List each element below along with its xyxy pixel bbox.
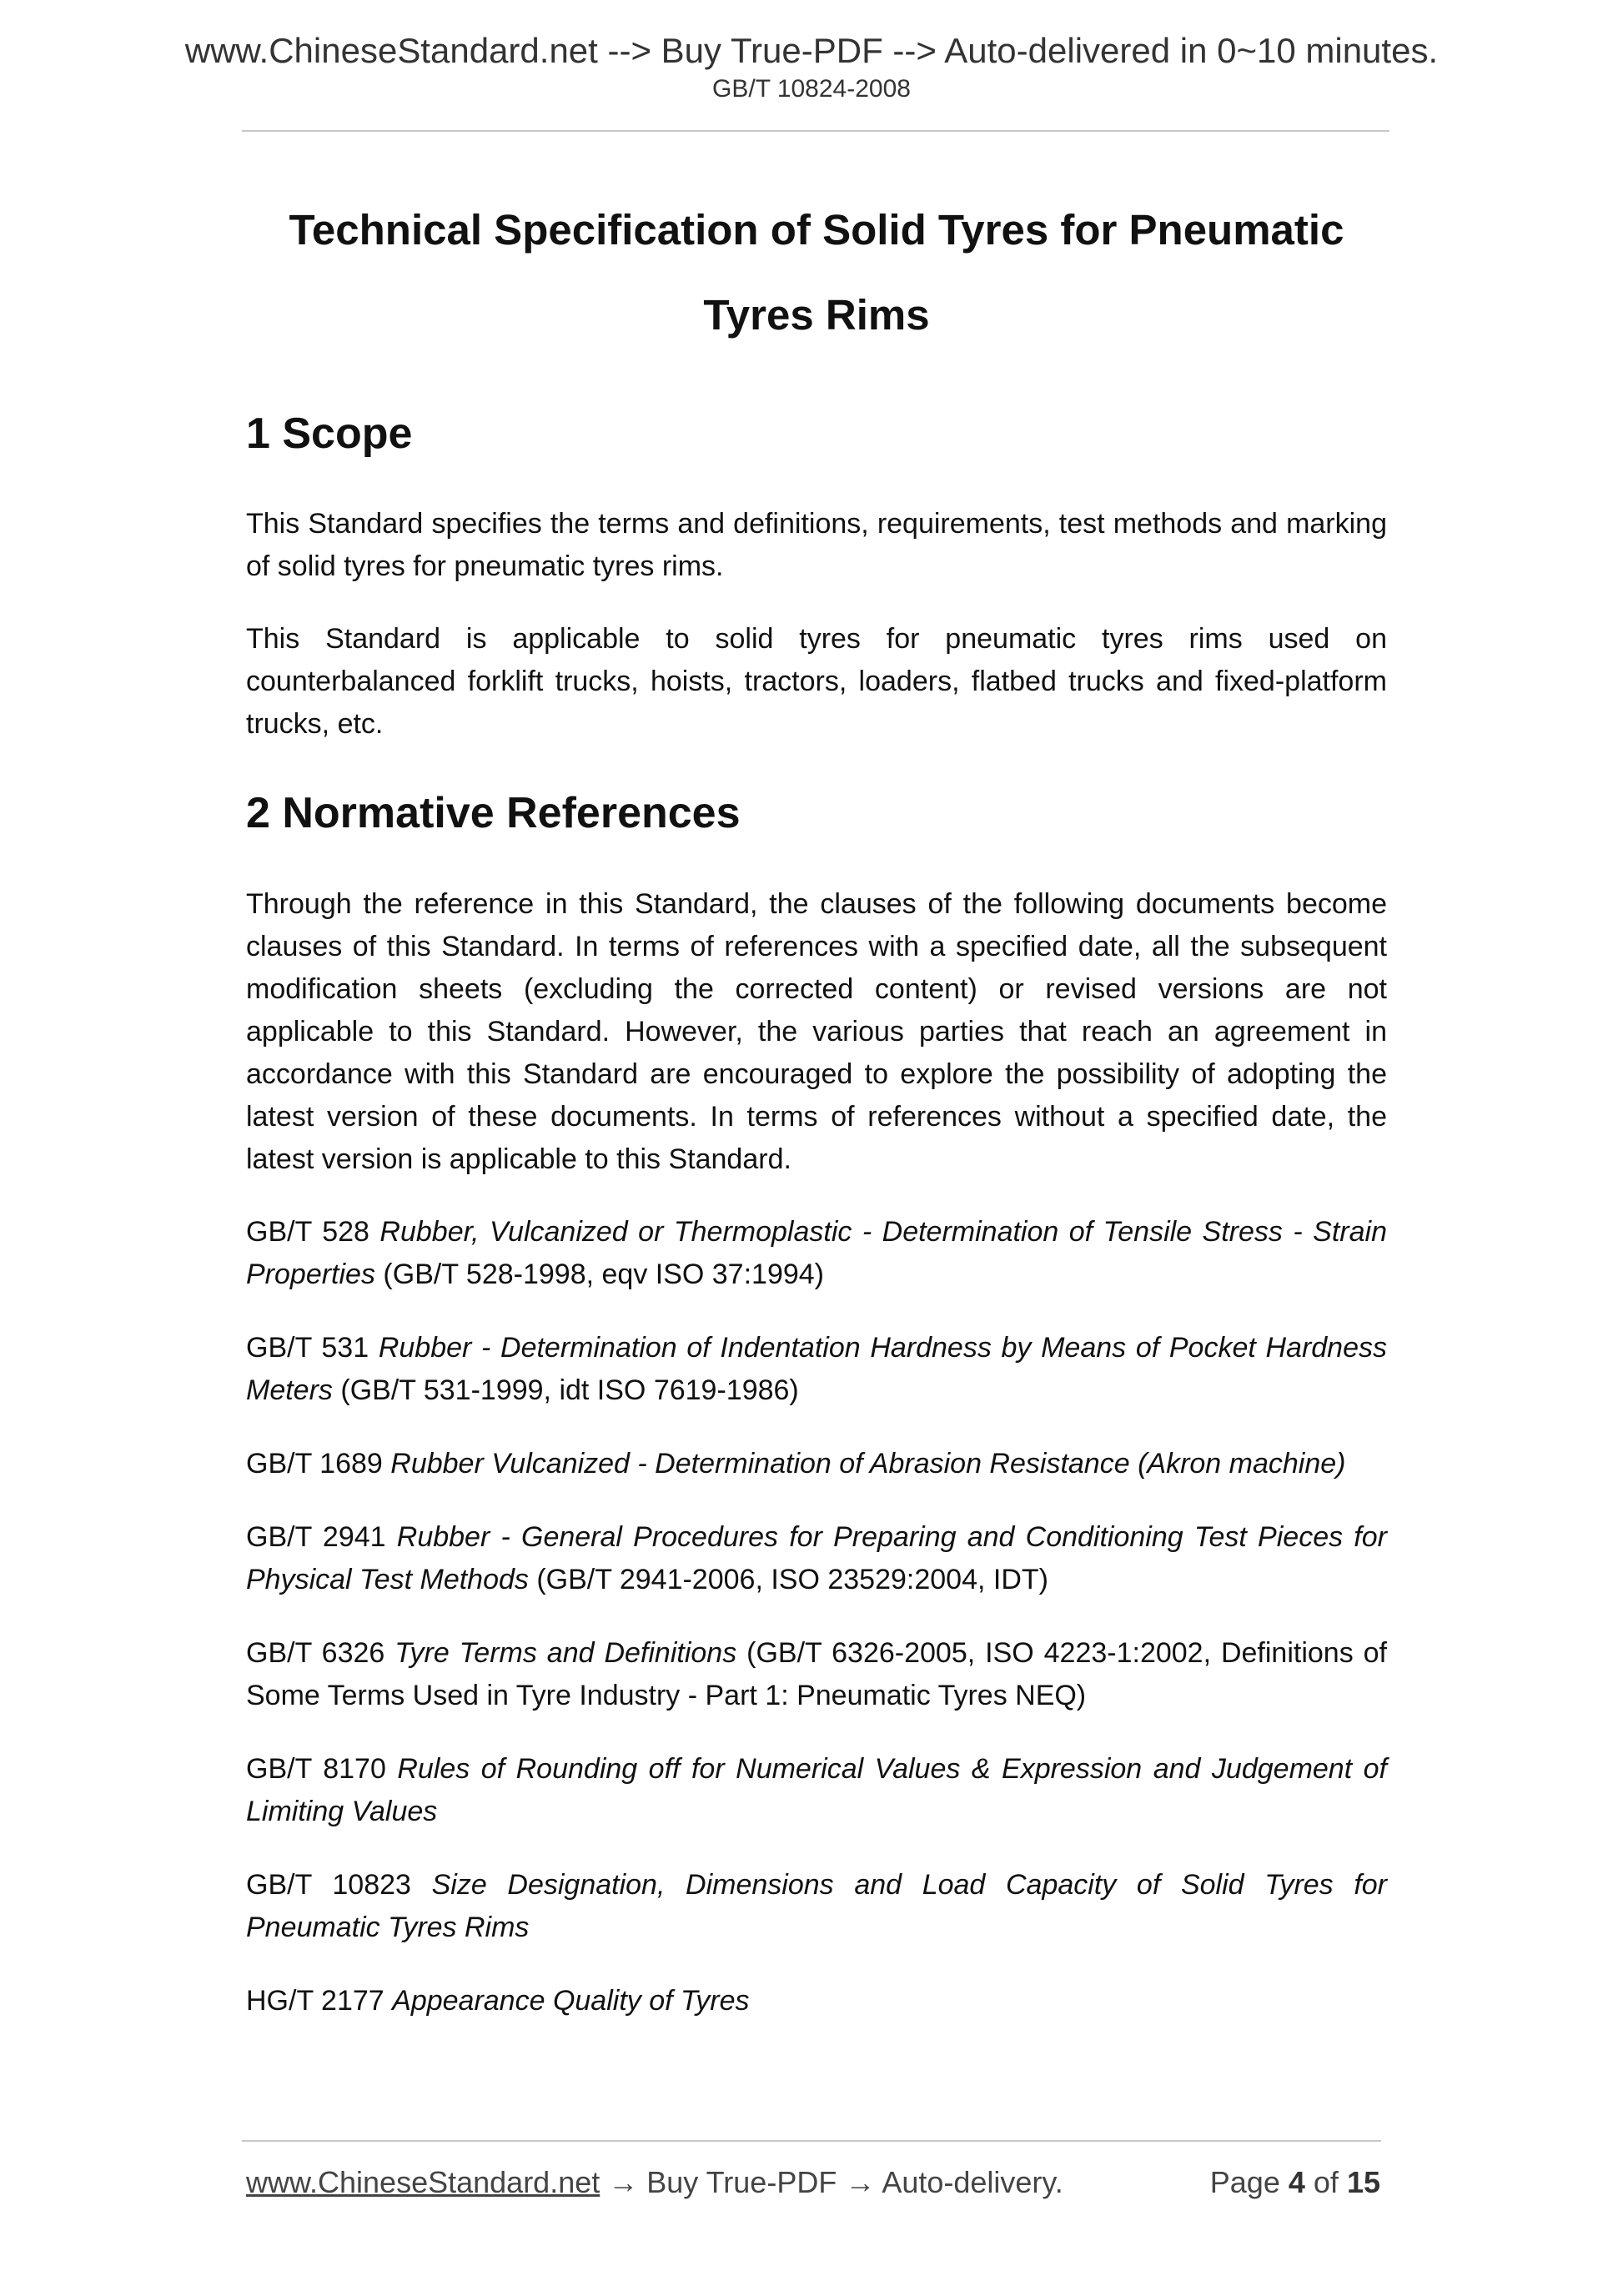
section-heading-normative-references: 2 Normative References — [246, 789, 741, 838]
reference-code: GB/T 531 — [246, 1331, 369, 1364]
reference-item — [246, 1864, 1387, 1949]
page-total: 15 — [1346, 2165, 1380, 2199]
document-title-line-1: Technical Specification of Solid Tyres for Pneumatic — [289, 206, 1344, 254]
document-title-line-2: Tyres Rims — [703, 291, 930, 339]
reference-title: Tyre Terms and Definitions — [394, 1636, 737, 1669]
reference-code: GB/T 1689 — [246, 1447, 383, 1480]
reference-item — [246, 1327, 1387, 1412]
reference-item — [246, 1980, 1387, 2022]
reference-item — [246, 1211, 1387, 1296]
footer-tagline: → Buy True-PDF → Auto-delivery. — [600, 2165, 1063, 2199]
reference-note: (GB/T 6326-2005, ISO 4223-1:2002, Definitions of Some Terms Used in Tyre Industry - Part 1: Pneumatic Tyres NEQ) — [246, 1636, 1387, 1711]
reference-title: Rubber - Determination of Indentation Hardness by Means of Pocket Hardness Meters — [246, 1331, 1387, 1406]
section-heading-scope: 1 Scope — [246, 409, 413, 458]
reference-code: GB/T 528 — [246, 1215, 369, 1248]
footer-left — [246, 2163, 1063, 2203]
reference-title: Appearance Quality of Tyres — [392, 1984, 750, 2017]
reference-code: GB/T 6326 — [246, 1636, 385, 1669]
reference-note: (GB/T 531-1999, idt ISO 7619-1986) — [340, 1374, 799, 1406]
footer-divider — [242, 2140, 1381, 2142]
reference-title: Rubber - General Procedures for Preparing and Conditioning Test Pieces for Physical Test Methods — [246, 1520, 1387, 1595]
reference-note: (GB/T 2941-2006, ISO 23529:2004, IDT) — [536, 1563, 1048, 1595]
page-number: 4 — [1288, 2165, 1305, 2199]
site-banner: www.ChineseStandard.net --> Buy True-PDF --> Auto-delivered in 0~10 minutes. — [184, 31, 1439, 70]
of-word: of — [1313, 2165, 1339, 2199]
reference-item — [246, 1748, 1387, 1833]
reference-code: GB/T 10823 — [246, 1868, 411, 1901]
reference-item — [246, 1443, 1387, 1485]
reference-title: Rubber, Vulcanized or Thermoplastic - Determination of Tensile Stress - Strain Properties — [246, 1215, 1387, 1290]
document-body — [246, 188, 1387, 2022]
footer-site-link[interactable]: www.ChineseStandard.net — [246, 2165, 600, 2199]
document-code: GB/T 10824-2008 — [712, 75, 911, 103]
reference-code: GB/T 8170 — [246, 1752, 386, 1785]
scope-paragraph-1: This Standard specifies the terms and definitions, requirements, test methods and marking of solid tyres for pneumatic tyres rims. — [246, 508, 1387, 583]
page-word: Page — [1209, 2165, 1280, 2199]
references-intro-paragraph: Through the reference in this Standard, the clauses of the following documents become clauses of this Standard. In terms of references with a specified date, all the subsequent modification sheets (excluding the corrected content) or revised versions are not applicable to this Standard. However, the various parties that reach an agreement in accordance with this Standard are encouraged to explore the possibility of adopting the latest version of these documents. In terms of references without a specified date, the latest version is applicable to this Standard. — [246, 887, 1387, 1175]
reference-item — [246, 1516, 1387, 1601]
reference-title: Rules of Rounding off for Numerical Values & Expression and Judgement of Limiting Values — [246, 1752, 1387, 1827]
reference-code: GB/T 2941 — [246, 1520, 386, 1553]
scope-paragraph-2: This Standard is applicable to solid tyres for pneumatic tyres rims used on counterbalanced forklift trucks, hoists, tractors, loaders, flatbed trucks and fixed-platform trucks, etc. — [246, 623, 1387, 741]
reference-item — [246, 1632, 1387, 1717]
document-title — [246, 188, 1387, 358]
reference-title: Size Designation, Dimensions and Load Capacity of Solid Tyres for Pneumatic Tyres Rims — [246, 1868, 1388, 1943]
reference-code: HG/T 2177 — [246, 1984, 384, 2017]
page-indicator — [1210, 2163, 1380, 2203]
reference-note: (GB/T 528-1998, eqv ISO 37:1994) — [383, 1258, 824, 1290]
header-divider — [242, 130, 1389, 132]
reference-title: Rubber Vulcanized - Determination of Abrasion Resistance (Akron machine) — [390, 1447, 1346, 1480]
